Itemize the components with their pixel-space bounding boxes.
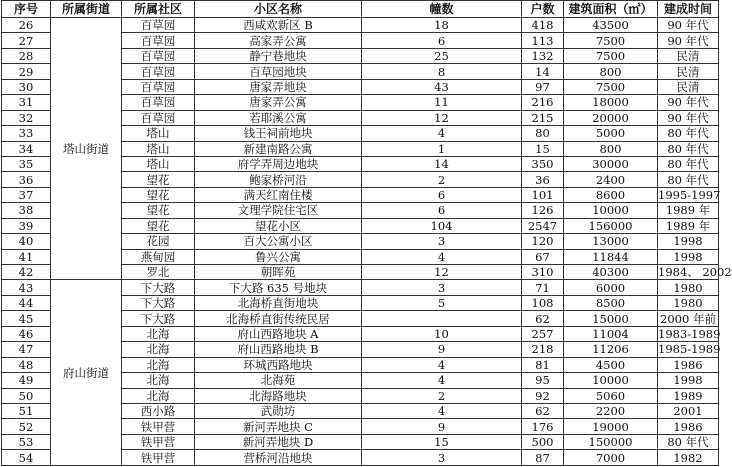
street-cell: 府山街道 bbox=[51, 280, 122, 466]
row-no: 43 bbox=[2, 280, 51, 295]
buildings-cell: 3 bbox=[362, 280, 522, 295]
households-cell: 113 bbox=[522, 33, 564, 48]
header-row bbox=[2, 1, 719, 18]
built-year-cell: 1989 年 bbox=[658, 203, 719, 218]
community-cell: 铁甲营 bbox=[122, 419, 195, 434]
buildings-cell: 104 bbox=[362, 218, 522, 233]
community-cell: 北海 bbox=[122, 388, 195, 403]
row-no: 46 bbox=[2, 326, 51, 341]
buildings-cell: 4 bbox=[362, 403, 522, 418]
community-cell: 西小路 bbox=[122, 403, 195, 418]
buildings-cell: 10 bbox=[362, 326, 522, 341]
header-no: 序号 bbox=[2, 1, 51, 18]
row-no: 30 bbox=[2, 79, 51, 94]
buildings-cell: 5 bbox=[362, 295, 522, 310]
table-row bbox=[2, 280, 719, 295]
built-year-cell: 2000 年前 bbox=[658, 311, 719, 326]
buildings-cell: 6 bbox=[362, 187, 522, 202]
complex-name-cell: 唐家弄公寓 bbox=[195, 95, 362, 110]
households-cell: 101 bbox=[522, 187, 564, 202]
area-cell: 6000 bbox=[564, 280, 658, 295]
complex-name-cell: 若耶溪公寓 bbox=[195, 110, 362, 125]
row-no: 37 bbox=[2, 187, 51, 202]
community-cell: 罗北 bbox=[122, 265, 195, 280]
header-name: 小区名称 bbox=[195, 1, 362, 18]
row-no: 49 bbox=[2, 373, 51, 388]
row-no: 53 bbox=[2, 434, 51, 449]
complex-name-cell: 府山西路地块 B bbox=[195, 342, 362, 357]
row-no: 54 bbox=[2, 450, 51, 466]
built-year-cell: 民清 bbox=[658, 48, 719, 63]
row-no: 26 bbox=[2, 18, 51, 33]
community-cell: 百草园 bbox=[122, 33, 195, 48]
area-cell: 156000 bbox=[564, 218, 658, 233]
households-cell: 81 bbox=[522, 357, 564, 372]
area-cell: 5060 bbox=[564, 388, 658, 403]
community-cell: 北海 bbox=[122, 373, 195, 388]
households-cell: 67 bbox=[522, 249, 564, 264]
community-cell: 百草园 bbox=[122, 64, 195, 79]
row-no: 33 bbox=[2, 126, 51, 141]
complex-name-cell: 西咸欢新区 B bbox=[195, 18, 362, 33]
households-cell: 87 bbox=[522, 450, 564, 466]
community-cell: 百草园 bbox=[122, 110, 195, 125]
buildings-cell: 3 bbox=[362, 234, 522, 249]
area-cell: 11004 bbox=[564, 326, 658, 341]
households-cell: 418 bbox=[522, 18, 564, 33]
complex-name-cell: 新建南路公寓 bbox=[195, 141, 362, 156]
row-no: 38 bbox=[2, 203, 51, 218]
row-no: 34 bbox=[2, 141, 51, 156]
area-cell: 10000 bbox=[564, 373, 658, 388]
buildings-cell: 4 bbox=[362, 249, 522, 264]
households-cell: 108 bbox=[522, 295, 564, 310]
buildings-cell: 1 bbox=[362, 141, 522, 156]
buildings-cell: 12 bbox=[362, 110, 522, 125]
buildings-cell: 12 bbox=[362, 265, 522, 280]
community-cell: 铁甲营 bbox=[122, 434, 195, 449]
complex-name-cell: 府山西路地块 A bbox=[195, 326, 362, 341]
area-cell: 19000 bbox=[564, 419, 658, 434]
complex-name-cell: 鲁兴公寓 bbox=[195, 249, 362, 264]
complex-name-cell: 新河弄地块 D bbox=[195, 434, 362, 449]
built-year-cell: 80 年代 bbox=[658, 434, 719, 449]
buildings-cell: 3 bbox=[362, 450, 522, 466]
complex-name-cell: 钱王祠前地块 bbox=[195, 126, 362, 141]
built-year-cell: 1986 bbox=[658, 419, 719, 434]
built-year-cell: 1980 bbox=[658, 280, 719, 295]
buildings-cell: 9 bbox=[362, 419, 522, 434]
community-cell: 百草园 bbox=[122, 48, 195, 63]
buildings-cell: 8 bbox=[362, 64, 522, 79]
built-year-cell: 90 年代 bbox=[658, 110, 719, 125]
complex-name-cell: 北海桥直街地块 bbox=[195, 295, 362, 310]
households-cell: 218 bbox=[522, 342, 564, 357]
row-no: 29 bbox=[2, 64, 51, 79]
complex-name-cell: 下大路 635 号地块 bbox=[195, 280, 362, 295]
area-cell: 7500 bbox=[564, 48, 658, 63]
complex-name-cell: 营桥河沿地块 bbox=[195, 450, 362, 466]
households-cell: 350 bbox=[522, 156, 564, 171]
area-cell: 8500 bbox=[564, 295, 658, 310]
community-cell: 花园 bbox=[122, 234, 195, 249]
complex-name-cell: 府学弄周边地块 bbox=[195, 156, 362, 171]
households-cell: 62 bbox=[522, 403, 564, 418]
complex-name-cell: 满天红南住楼 bbox=[195, 187, 362, 202]
area-cell: 30000 bbox=[564, 156, 658, 171]
area-cell: 20000 bbox=[564, 110, 658, 125]
row-no: 42 bbox=[2, 265, 51, 280]
households-cell: 80 bbox=[522, 126, 564, 141]
households-cell: 95 bbox=[522, 373, 564, 388]
area-cell: 2200 bbox=[564, 403, 658, 418]
row-no: 45 bbox=[2, 311, 51, 326]
built-year-cell: 1998 bbox=[658, 234, 719, 249]
complex-name-cell: 北海苑 bbox=[195, 373, 362, 388]
row-no: 50 bbox=[2, 388, 51, 403]
households-cell: 215 bbox=[522, 110, 564, 125]
buildings-cell: 25 bbox=[362, 48, 522, 63]
built-year-cell: 1980 bbox=[658, 295, 719, 310]
area-cell: 4500 bbox=[564, 357, 658, 372]
households-cell: 132 bbox=[522, 48, 564, 63]
row-no: 36 bbox=[2, 172, 51, 187]
built-year-cell: 1995-1997 bbox=[658, 188, 721, 203]
buildings-cell: 18 bbox=[362, 18, 522, 33]
community-cell: 望花 bbox=[122, 218, 195, 233]
buildings-cell: 4 bbox=[362, 126, 522, 141]
built-year-cell: 1982 bbox=[658, 450, 719, 466]
complex-name-cell: 北海桥直街传统民居 bbox=[195, 311, 362, 326]
community-cell: 百草园 bbox=[122, 79, 195, 94]
built-year-cell: 1986 bbox=[658, 357, 719, 372]
row-no: 40 bbox=[2, 234, 51, 249]
buildings-cell: 6 bbox=[362, 203, 522, 218]
area-cell: 10000 bbox=[564, 203, 658, 218]
built-year-cell: 民清 bbox=[658, 79, 719, 94]
buildings-cell: 6 bbox=[362, 33, 522, 48]
row-no: 47 bbox=[2, 342, 51, 357]
complex-name-cell: 文理学院住宅区 bbox=[195, 203, 362, 218]
households-cell: 120 bbox=[522, 234, 564, 249]
households-cell: 36 bbox=[522, 172, 564, 187]
header-buildings: 幢数 bbox=[362, 1, 522, 18]
community-cell: 北海 bbox=[122, 342, 195, 357]
buildings-cell bbox=[362, 311, 522, 326]
area-cell: 13000 bbox=[564, 234, 658, 249]
complex-name-cell: 鲍家桥河沿 bbox=[195, 172, 362, 187]
complex-name-cell: 武勋坊 bbox=[195, 403, 362, 418]
buildings-cell: 2 bbox=[362, 388, 522, 403]
complex-name-cell: 望花小区 bbox=[195, 218, 362, 233]
built-year-cell: 90 年代 bbox=[658, 95, 719, 110]
households-cell: 2547 bbox=[522, 218, 564, 233]
header-street: 所属街道 bbox=[51, 1, 122, 18]
table-row bbox=[2, 18, 719, 33]
complex-name-cell: 高家弄公寓 bbox=[195, 33, 362, 48]
complex-name-cell: 百大公寓小区 bbox=[195, 234, 362, 249]
header-households: 户数 bbox=[522, 1, 564, 18]
area-cell: 11844 bbox=[564, 249, 658, 264]
households-cell: 14 bbox=[522, 64, 564, 79]
complex-name-cell: 朝晖苑 bbox=[195, 265, 362, 280]
area-cell: 5000 bbox=[564, 126, 658, 141]
housing-table bbox=[1, 0, 732, 466]
buildings-cell: 9 bbox=[362, 342, 522, 357]
header-area: 建筑面积（㎡） bbox=[564, 1, 658, 18]
complex-name-cell: 静宁巷地块 bbox=[195, 48, 362, 63]
area-cell: 18000 bbox=[564, 95, 658, 110]
row-no: 31 bbox=[2, 95, 51, 110]
complex-name-cell: 新河弄地块 C bbox=[195, 419, 362, 434]
row-no: 39 bbox=[2, 218, 51, 233]
community-cell: 塔山 bbox=[122, 156, 195, 171]
households-cell: 92 bbox=[522, 388, 564, 403]
community-cell: 下大路 bbox=[122, 311, 195, 326]
row-no: 32 bbox=[2, 110, 51, 125]
buildings-cell: 4 bbox=[362, 373, 522, 388]
built-year-cell: 80 年代 bbox=[658, 172, 719, 187]
area-cell: 40300 bbox=[564, 265, 658, 280]
row-no: 51 bbox=[2, 403, 51, 418]
row-no: 52 bbox=[2, 419, 51, 434]
community-cell: 塔山 bbox=[122, 126, 195, 141]
households-cell: 257 bbox=[522, 326, 564, 341]
buildings-cell: 43 bbox=[362, 79, 522, 94]
community-cell: 百草园 bbox=[122, 18, 195, 33]
community-cell: 北海 bbox=[122, 326, 195, 341]
households-cell: 310 bbox=[522, 265, 564, 280]
built-year-cell: 80 年代 bbox=[658, 141, 719, 156]
complex-name-cell: 百草园地块 bbox=[195, 64, 362, 79]
built-year-cell: 2001 bbox=[658, 403, 719, 418]
community-cell: 塔山 bbox=[122, 141, 195, 156]
built-year-cell: 80 年代 bbox=[658, 156, 719, 171]
built-year-cell: 80 年代 bbox=[658, 126, 719, 141]
area-cell: 800 bbox=[564, 141, 658, 156]
buildings-cell: 4 bbox=[362, 357, 522, 372]
community-cell: 望花 bbox=[122, 187, 195, 202]
row-no: 44 bbox=[2, 295, 51, 310]
header-community: 所属社区 bbox=[122, 1, 195, 18]
street-cell: 塔山街道 bbox=[51, 18, 122, 280]
area-cell: 43500 bbox=[564, 18, 658, 33]
households-cell: 126 bbox=[522, 203, 564, 218]
buildings-cell: 15 bbox=[362, 434, 522, 449]
area-cell: 2400 bbox=[564, 172, 658, 187]
community-cell: 望花 bbox=[122, 203, 195, 218]
households-cell: 62 bbox=[522, 311, 564, 326]
built-year-cell: 90 年代 bbox=[658, 33, 719, 48]
community-cell: 燕甸园 bbox=[122, 249, 195, 264]
households-cell: 71 bbox=[522, 280, 564, 295]
buildings-cell: 11 bbox=[362, 95, 522, 110]
built-year-cell: 1989 bbox=[658, 388, 719, 403]
households-cell: 97 bbox=[522, 79, 564, 94]
households-cell: 500 bbox=[522, 434, 564, 449]
community-cell: 下大路 bbox=[122, 295, 195, 310]
households-cell: 216 bbox=[522, 95, 564, 110]
area-cell: 7500 bbox=[564, 79, 658, 94]
community-cell: 铁甲营 bbox=[122, 450, 195, 466]
buildings-cell: 14 bbox=[362, 156, 522, 171]
area-cell: 800 bbox=[564, 64, 658, 79]
complex-name-cell: 北海路地块 bbox=[195, 388, 362, 403]
built-year-cell: 民清 bbox=[658, 64, 719, 79]
row-no: 41 bbox=[2, 249, 51, 264]
built-year-cell: 1983-1989 bbox=[658, 326, 721, 341]
row-no: 28 bbox=[2, 48, 51, 63]
area-cell: 8600 bbox=[564, 187, 658, 202]
row-no: 27 bbox=[2, 33, 51, 48]
built-year-cell: 1998 bbox=[658, 249, 719, 264]
header-built: 建成时间 bbox=[658, 1, 719, 18]
complex-name-cell: 环城西路地块 bbox=[195, 357, 362, 372]
built-year-cell: 1985-1989 bbox=[658, 342, 721, 357]
area-cell: 11206 bbox=[564, 342, 658, 357]
area-cell: 7500 bbox=[564, 33, 658, 48]
area-cell: 150000 bbox=[564, 434, 658, 449]
built-year-cell: 1984、 2002 bbox=[658, 265, 732, 280]
community-cell: 望花 bbox=[122, 172, 195, 187]
built-year-cell: 1989 年 bbox=[658, 218, 719, 233]
area-cell: 15000 bbox=[564, 311, 658, 326]
row-no: 35 bbox=[2, 156, 51, 171]
buildings-cell: 2 bbox=[362, 172, 522, 187]
row-no: 48 bbox=[2, 357, 51, 372]
area-cell: 7000 bbox=[564, 450, 658, 466]
households-cell: 176 bbox=[522, 419, 564, 434]
built-year-cell: 90 年代 bbox=[658, 18, 719, 33]
community-cell: 百草园 bbox=[122, 95, 195, 110]
built-year-cell: 1998 bbox=[658, 373, 719, 388]
households-cell: 15 bbox=[522, 141, 564, 156]
table-body bbox=[2, 18, 732, 466]
complex-name-cell: 唐家弄地块 bbox=[195, 79, 362, 94]
community-cell: 下大路 bbox=[122, 280, 195, 295]
community-cell: 北海 bbox=[122, 357, 195, 372]
